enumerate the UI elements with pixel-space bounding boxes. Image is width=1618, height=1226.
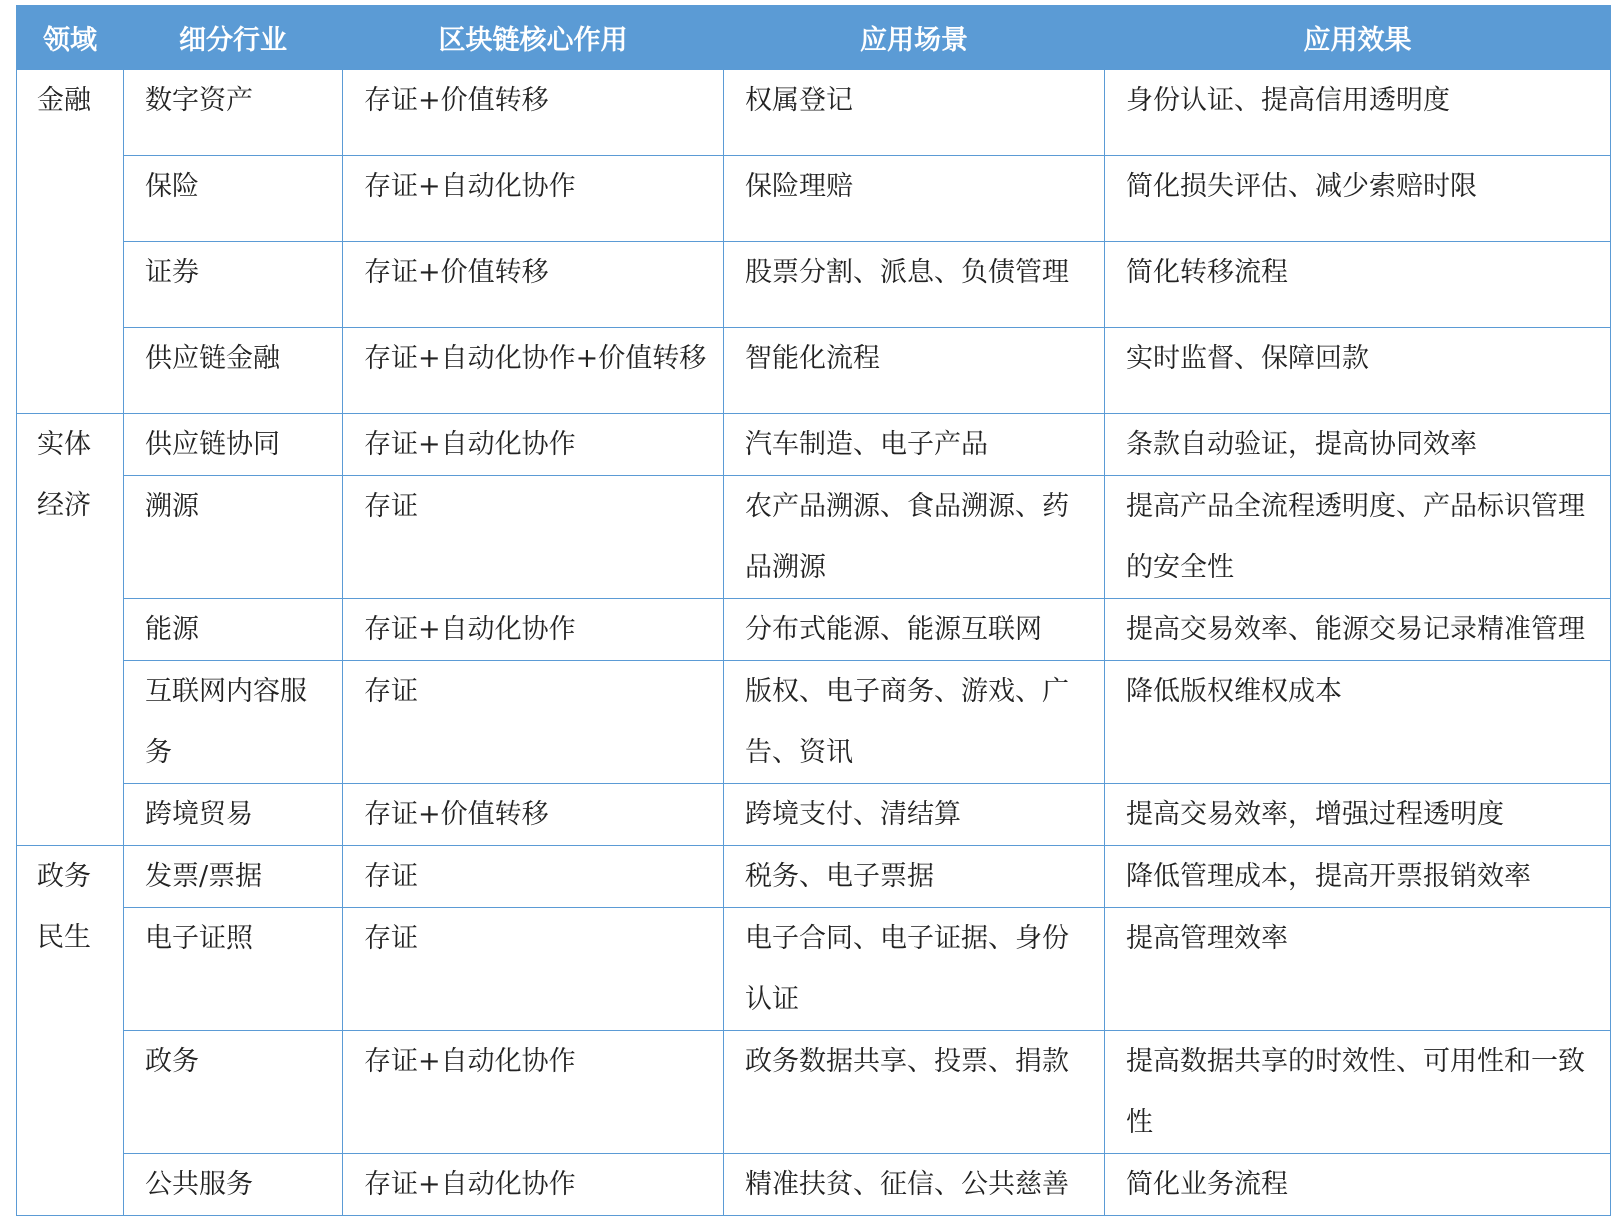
table-row [17, 908, 1611, 1031]
effect-cell: 提高交易效率，增强过程透明度 [1105, 784, 1611, 846]
effect-cell: 降低管理成本，提高开票报销效率 [1105, 846, 1611, 908]
effect-cell: 简化转移流程 [1105, 242, 1611, 328]
table-row [17, 328, 1611, 414]
role-cell: 存证 [343, 908, 724, 1031]
table-row [17, 1154, 1611, 1216]
header-industry: 细分行业 [124, 5, 343, 70]
header-domain: 领域 [17, 5, 124, 70]
industry-cell: 能源 [124, 599, 343, 661]
scenario-cell: 电子合同、电子证据、身份认证 [724, 908, 1105, 1031]
industry-cell: 供应链金融 [124, 328, 343, 414]
effect-cell: 条款自动验证，提高协同效率 [1105, 414, 1611, 476]
industry-cell: 政务 [124, 1031, 343, 1154]
scenario-cell: 分布式能源、能源互联网 [724, 599, 1105, 661]
role-cell: 存证+价值转移 [343, 70, 724, 156]
header-role: 区块链核心作用 [343, 5, 724, 70]
table-row [17, 414, 1611, 476]
scenario-cell: 政务数据共享、投票、捐款 [724, 1031, 1105, 1154]
blockchain-applications-table [16, 5, 1611, 1216]
table-row [17, 70, 1611, 156]
table-row [17, 476, 1611, 599]
role-cell: 存证+自动化协作 [343, 1031, 724, 1154]
industry-cell: 供应链协同 [124, 414, 343, 476]
scenario-cell: 跨境支付、清结算 [724, 784, 1105, 846]
effect-cell: 提高交易效率、能源交易记录精准管理 [1105, 599, 1611, 661]
table-header [17, 5, 1611, 70]
table-row [17, 599, 1611, 661]
scenario-cell: 保险理赔 [724, 156, 1105, 242]
industry-cell: 跨境贸易 [124, 784, 343, 846]
effect-cell: 提高管理效率 [1105, 908, 1611, 1031]
domain-label: 实体 [37, 429, 91, 460]
effect-cell: 实时监督、保障回款 [1105, 328, 1611, 414]
table-row [17, 156, 1611, 242]
industry-cell: 发票/票据 [124, 846, 343, 908]
scenario-cell: 农产品溯源、食品溯源、药品溯源 [724, 476, 1105, 599]
role-cell: 存证 [343, 661, 724, 784]
industry-cell: 证券 [124, 242, 343, 328]
header-effect: 应用效果 [1105, 5, 1611, 70]
role-cell: 存证 [343, 476, 724, 599]
effect-cell: 降低版权维权成本 [1105, 661, 1611, 784]
industry-cell: 公共服务 [124, 1154, 343, 1216]
role-cell: 存证+自动化协作 [343, 156, 724, 242]
header-scenario: 应用场景 [724, 5, 1105, 70]
header-row [17, 5, 1611, 70]
domain-cell-real-economy [17, 414, 124, 846]
industry-cell: 数字资产 [124, 70, 343, 156]
table-body [17, 70, 1611, 1216]
table-row [17, 242, 1611, 328]
role-cell: 存证+价值转移 [343, 242, 724, 328]
scenario-cell: 税务、电子票据 [724, 846, 1105, 908]
domain-label: 民生 [37, 922, 91, 953]
effect-cell: 简化损失评估、减少索赔时限 [1105, 156, 1611, 242]
industry-cell: 保险 [124, 156, 343, 242]
industry-cell: 电子证照 [124, 908, 343, 1031]
scenario-cell: 版权、电子商务、游戏、广告、资讯 [724, 661, 1105, 784]
domain-cell-finance [17, 70, 124, 414]
effect-cell: 简化业务流程 [1105, 1154, 1611, 1216]
industry-cell: 溯源 [124, 476, 343, 599]
scenario-cell: 汽车制造、电子产品 [724, 414, 1105, 476]
effect-cell: 提高数据共享的时效性、可用性和一致性 [1105, 1031, 1611, 1154]
domain-label: 金融 [37, 85, 91, 116]
scenario-cell: 智能化流程 [724, 328, 1105, 414]
role-cell: 存证+自动化协作 [343, 414, 724, 476]
domain-label: 经济 [37, 490, 91, 521]
domain-cell-government [17, 846, 124, 1216]
effect-cell: 身份认证、提高信用透明度 [1105, 70, 1611, 156]
scenario-cell: 权属登记 [724, 70, 1105, 156]
effect-cell: 提高产品全流程透明度、产品标识管理的安全性 [1105, 476, 1611, 599]
industry-cell: 互联网内容服务 [124, 661, 343, 784]
role-cell: 存证+自动化协作 [343, 1154, 724, 1216]
table-row [17, 846, 1611, 908]
scenario-cell: 精准扶贫、征信、公共慈善 [724, 1154, 1105, 1216]
table-row [17, 661, 1611, 784]
role-cell: 存证+自动化协作 [343, 599, 724, 661]
role-cell: 存证 [343, 846, 724, 908]
table-row [17, 784, 1611, 846]
table-row [17, 1031, 1611, 1154]
domain-label: 政务 [37, 861, 91, 892]
scenario-cell: 股票分割、派息、负债管理 [724, 242, 1105, 328]
role-cell: 存证+价值转移 [343, 784, 724, 846]
role-cell: 存证+自动化协作+价值转移 [343, 328, 724, 414]
